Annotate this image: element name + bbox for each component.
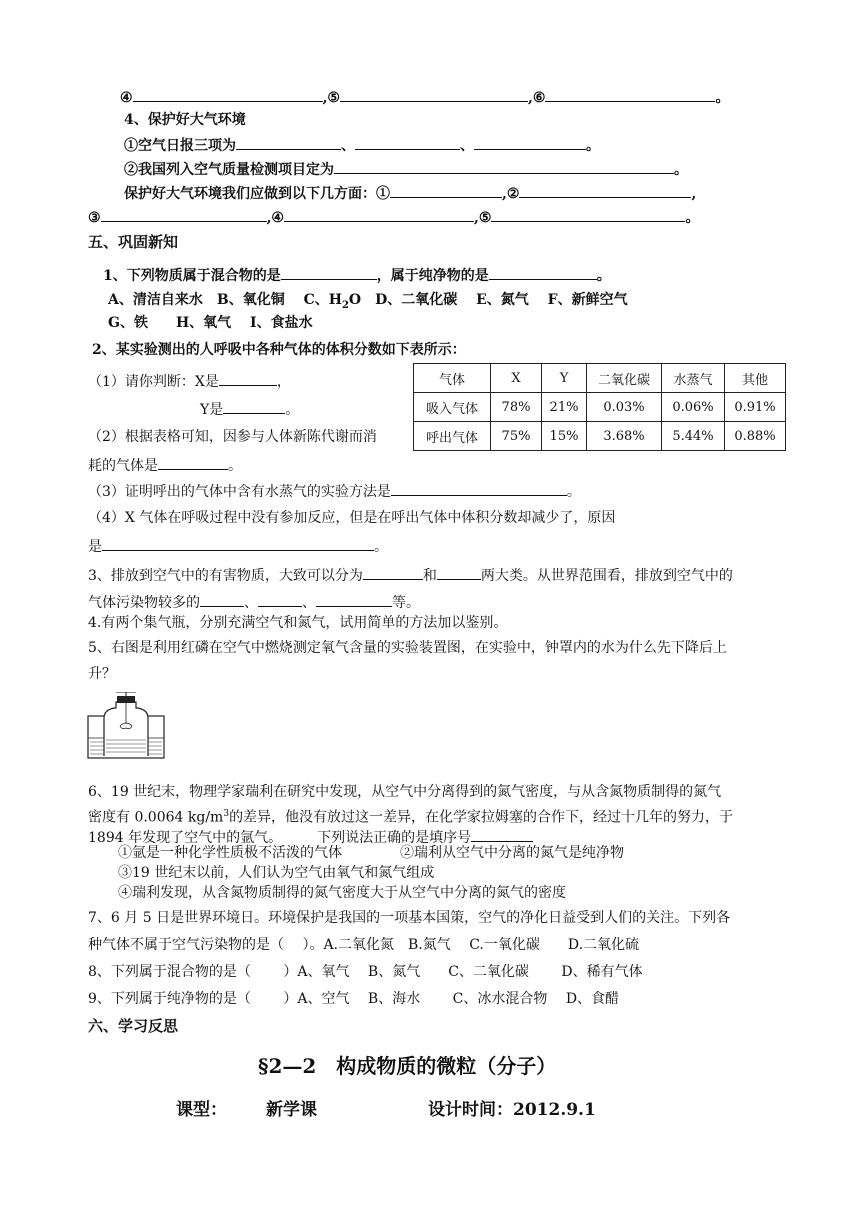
blank-row-4-6: ④ ,⑤ ,⑥ 。 <box>120 86 729 108</box>
table-cell: 3.68% <box>587 422 662 451</box>
answer-blank[interactable] <box>200 591 244 607</box>
answer-blank[interactable] <box>334 158 674 174</box>
answer-blank[interactable] <box>355 134 460 150</box>
section-title-consolidate: 五、巩固新知 <box>88 233 179 251</box>
question-2-part-1b: Y是 。 <box>200 398 299 420</box>
answer-blank[interactable] <box>316 591 392 607</box>
question-2-part-2b: 耗的气体是 。 <box>88 454 242 476</box>
question-1-options-2: G、铁 H、氧气 I、食盐水 <box>108 315 313 331</box>
gas-volume-table <box>413 363 786 451</box>
question-6-option-1: ①氩是一种化学性质极不活泼的气体 <box>118 845 342 861</box>
table-header-cell: X <box>491 364 542 393</box>
question-6-line-3: 1894 年发现了空气中的氩气。 下列说法正确的是填序号 <box>88 826 533 848</box>
answer-blank[interactable] <box>491 206 685 222</box>
answer-blank[interactable] <box>258 591 302 607</box>
table-header-cell: 二氧化碳 <box>587 364 662 393</box>
answer-blank[interactable] <box>340 86 528 102</box>
question-7-line-2: 种气体不属于空气污染物的是（ ）。A.二氧化氮 B.氮气 C.一氧化碳 D.二氧化硫 <box>88 937 640 953</box>
table-cell: 15% <box>542 422 587 451</box>
question-1-options-1: A、清洁自来水 B、氧化铜 C、$H_2O$ D、二氧化碳 E、氮气 F、新鲜空气 <box>108 292 628 311</box>
table-header-row <box>414 364 786 393</box>
answer-blank[interactable] <box>437 564 481 580</box>
table-header-cell: Y <box>542 364 587 393</box>
question-2-part-2a: （2）根据表格可知，因参与人体新陈代谢而消 <box>88 429 377 445</box>
answer-blank[interactable] <box>284 206 474 222</box>
protection-measures-line: 保护好大气环境我们应做到以下几方面：① ,② , <box>124 182 696 204</box>
answer-blank[interactable] <box>545 86 715 102</box>
air-daily-report-line: ①空气日报三项为 、 、 。 <box>124 134 600 156</box>
table-cell: 吸入气体 <box>414 393 491 422</box>
answer-blank[interactable] <box>391 480 567 496</box>
question-8: 8、下列属于混合物的是（ ）A、氧气 B、氮气 C、二氧化碳 D、稀有气体 <box>88 964 643 980</box>
table-cell: 0.88% <box>725 422 786 451</box>
question-6-option-4: ④瑞利发现，从含氮物质制得的氮气密度大于从空气中分离的氮气的密度 <box>118 885 566 901</box>
table-cell: 0.03% <box>587 393 662 422</box>
heading-protect-atmosphere: 4、保护好大气环境 <box>124 112 246 128</box>
question-4: 4.有两个集气瓶，分别充满空气和氮气，试用简单的方法加以鉴别。 <box>88 615 508 631</box>
question-2-part-3: （3）证明呼出的气体中含有水蒸气的实验方法是 。 <box>88 480 581 502</box>
answer-blank[interactable] <box>133 86 323 102</box>
answer-blank[interactable] <box>236 134 341 150</box>
lesson-title: §2—2 构成物质的微粒（分子） <box>258 1054 557 1078</box>
question-6-option-3: ③19 世纪末以前，人们认为空气由氧气和氮气组成 <box>118 865 435 881</box>
lesson-type-label: 课型： <box>176 1100 227 1120</box>
table-header-cell: 水蒸气 <box>662 364 725 393</box>
table-cell: 5.44% <box>662 422 725 451</box>
table-cell: 0.06% <box>662 393 725 422</box>
answer-blank[interactable] <box>471 826 533 842</box>
answer-blank[interactable] <box>101 206 267 222</box>
question-3: 3、排放到空气中的有害物质，大致可以分为 和 两大类。从世界范围看，排放到空气中的 <box>88 564 733 586</box>
section-title-reflection: 六、学习反思 <box>88 1017 179 1035</box>
table-cell: 78% <box>491 393 542 422</box>
table-cell: 呼出气体 <box>414 422 491 451</box>
answer-blank[interactable] <box>219 370 277 386</box>
answer-blank[interactable] <box>281 264 377 280</box>
answer-blank[interactable] <box>363 564 423 580</box>
table-header-cell: 其他 <box>725 364 786 393</box>
question-6-line-2: 密度有 0.0064 $kg/m^3$的差异，他没有放过这一差异，在化学家拉姆塞的合作下，经过十几年的努力，于 <box>88 809 734 826</box>
protection-measures-line-2: ③ ,④ ,⑤ 。 <box>88 206 699 228</box>
lesson-type-value: 新学课 <box>266 1100 317 1120</box>
design-date: 设计时间：2012.9.1 <box>428 1100 596 1120</box>
question-9: 9、下列属于纯净物的是（ ）A、空气 B、海水 C、冰水混合物 D、食醋 <box>88 991 620 1007</box>
question-1: 1、下列物质属于混合物的是 ，属于纯净物的是 。 <box>103 264 611 286</box>
answer-blank[interactable] <box>102 535 374 551</box>
question-7: 7、6 月 5 日是世界环境日。环境保护是我国的一项基本国策，空气的净化日益受到人们的关注。下列各 <box>88 910 731 926</box>
question-2-part-1a: （1）请你判断：X是 ， <box>88 370 291 392</box>
table-cell: 75% <box>491 422 542 451</box>
table-header-cell: 气体 <box>414 364 491 393</box>
question-5-line-2: 升？ <box>88 666 116 682</box>
question-2-part-4b: 是 。 <box>88 535 388 557</box>
question-6-option-2: ②瑞利从空气中分离的氮气是纯净物 <box>400 845 624 861</box>
red-phosphorus-apparatus-figure <box>86 692 166 760</box>
question-6: 6、19 世纪末，物理学家瑞利在研究中发现，从空气中分离得到的氮气密度，与从含氮物质制得的氮气 <box>88 784 722 800</box>
answer-blank[interactable] <box>158 454 228 470</box>
answer-blank[interactable] <box>223 398 285 414</box>
answer-blank[interactable] <box>489 264 597 280</box>
air-quality-items-line: ②我国列入空气质量检测项目定为 。 <box>124 158 688 180</box>
table-row <box>414 422 786 451</box>
question-3-line-2: 气体污染物较多的 、 、 等。 <box>88 591 420 613</box>
answer-blank[interactable] <box>390 182 502 198</box>
answer-blank[interactable] <box>519 182 691 198</box>
table-cell: 21% <box>542 393 587 422</box>
answer-blank[interactable] <box>474 134 586 150</box>
table-row <box>414 393 786 422</box>
question-5: 5、右图是利用红磷在空气中燃烧测定氧气含量的实验装置图，在实验中，钟罩内的水为什么先下降后上 <box>88 640 727 656</box>
table-cell: 0.91% <box>725 393 786 422</box>
question-2-part-4a: （4）X 气体在呼吸过程中没有参加反应，但是在呼出气体中体积分数却减少了，原因 <box>88 510 616 526</box>
question-2: 2、某实验测出的人呼吸中各种气体的体积分数如下表所示： <box>92 342 466 358</box>
